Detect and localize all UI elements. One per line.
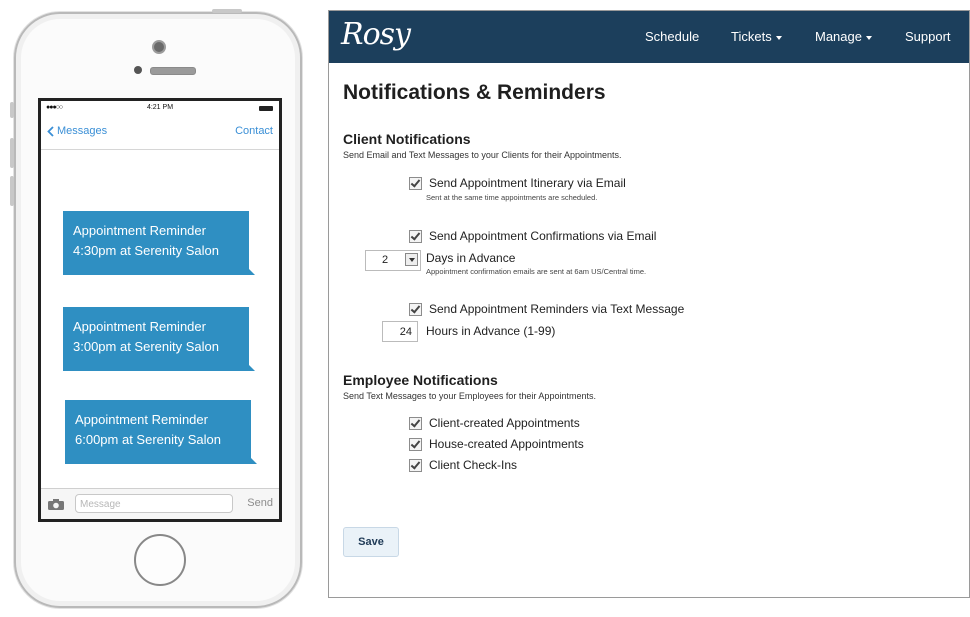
days-note: Appointment confirmation emails are sent at 6am US/Central time. xyxy=(426,267,647,276)
nav-manage-label: Manage xyxy=(815,29,862,44)
page-title: Notifications & Reminders xyxy=(343,81,606,104)
nav-tickets[interactable] xyxy=(731,29,782,44)
message-input[interactable]: Message xyxy=(75,494,233,513)
back-label: Messages xyxy=(57,125,108,137)
client-notifications-title: Client Notifications xyxy=(343,131,471,147)
mute-switch xyxy=(10,102,14,118)
bubble-line: Appointment Reminder xyxy=(73,223,206,238)
client-notifications-desc: Send Email and Text Messages to your Clients for their Appointments. xyxy=(343,150,622,160)
itinerary-email-option[interactable] xyxy=(409,176,626,190)
days-in-advance-select[interactable] xyxy=(365,250,421,271)
send-button[interactable]: Send xyxy=(247,497,273,509)
house-created-checkbox[interactable] xyxy=(409,438,422,451)
hours-in-advance-label: Hours in Advance (1-99) xyxy=(426,324,556,338)
confirmations-email-checkbox[interactable] xyxy=(409,230,422,243)
volume-up-button xyxy=(10,138,14,168)
reminders-text-checkbox[interactable] xyxy=(409,303,422,316)
bubble-line: Appointment Reminder xyxy=(73,319,206,334)
checkbox-label: Client-created Appointments xyxy=(429,416,580,430)
chevron-left-icon xyxy=(47,126,54,137)
save-button[interactable]: Save xyxy=(343,527,399,557)
nav-tickets-label: Tickets xyxy=(731,29,772,44)
employee-notifications-title: Employee Notifications xyxy=(343,372,498,388)
client-created-checkbox[interactable] xyxy=(409,417,422,430)
volume-down-button xyxy=(10,176,14,206)
proximity-sensor xyxy=(134,66,142,74)
bubble-line: 4:30pm at Serenity Salon xyxy=(73,243,219,258)
phone-screen xyxy=(38,98,282,522)
days-in-advance-label: Days in Advance xyxy=(426,251,516,265)
employee-notifications-desc: Send Text Messages to your Employees for their Appointments. xyxy=(343,391,596,401)
itinerary-email-checkbox[interactable] xyxy=(409,177,422,190)
status-bar xyxy=(41,101,279,115)
bubble-line: Appointment Reminder xyxy=(75,412,208,427)
message-bubble xyxy=(65,400,251,464)
front-camera xyxy=(152,40,166,54)
checkbox-label: Client Check-Ins xyxy=(429,458,518,472)
client-created-option[interactable] xyxy=(409,416,580,430)
caret-down-icon xyxy=(776,36,782,40)
house-created-option[interactable] xyxy=(409,437,584,451)
battery-icon xyxy=(259,106,273,111)
checkbox-label: Send Appointment Confirmations via Email xyxy=(429,229,657,243)
nav-support[interactable]: Support xyxy=(905,29,951,44)
bubble-line: 6:00pm at Serenity Salon xyxy=(75,432,221,447)
days-value: 2 xyxy=(382,254,389,266)
caret-down-icon xyxy=(866,36,872,40)
itinerary-note: Sent at the same time appointments are scheduled. xyxy=(426,193,598,202)
phone-mockup xyxy=(14,12,302,608)
message-bubble xyxy=(63,307,249,371)
nav-schedule[interactable]: Schedule xyxy=(645,29,700,44)
message-bubble xyxy=(63,211,249,275)
top-navbar xyxy=(329,11,969,63)
checkbox-label: Send Appointment Reminders via Text Message xyxy=(429,302,685,316)
contact-button[interactable]: Contact xyxy=(235,125,273,137)
settings-panel xyxy=(328,10,970,598)
checkbox-label: Send Appointment Itinerary via Email xyxy=(429,176,626,190)
check-ins-option[interactable] xyxy=(409,458,517,472)
power-button xyxy=(212,9,242,13)
hours-in-advance-input[interactable]: 24 xyxy=(382,321,418,342)
nav-manage[interactable] xyxy=(815,29,872,44)
bubble-line: 3:00pm at Serenity Salon xyxy=(73,339,219,354)
back-to-messages[interactable] xyxy=(47,125,107,137)
check-ins-checkbox[interactable] xyxy=(409,459,422,472)
home-button xyxy=(134,534,186,586)
message-input-bar xyxy=(41,488,279,519)
checkbox-label: House-created Appointments xyxy=(429,437,584,451)
status-time: 4:21 PM xyxy=(146,104,174,111)
messages-navbar xyxy=(41,115,279,150)
confirmations-email-option[interactable] xyxy=(409,229,656,243)
rosy-logo[interactable]: Rosy xyxy=(341,17,410,52)
dropdown-arrow-icon xyxy=(405,253,418,266)
signal-icon: ●●●○○ xyxy=(46,104,63,111)
earpiece-speaker xyxy=(150,67,196,75)
camera-icon[interactable] xyxy=(47,498,65,511)
reminders-text-option[interactable] xyxy=(409,302,684,316)
